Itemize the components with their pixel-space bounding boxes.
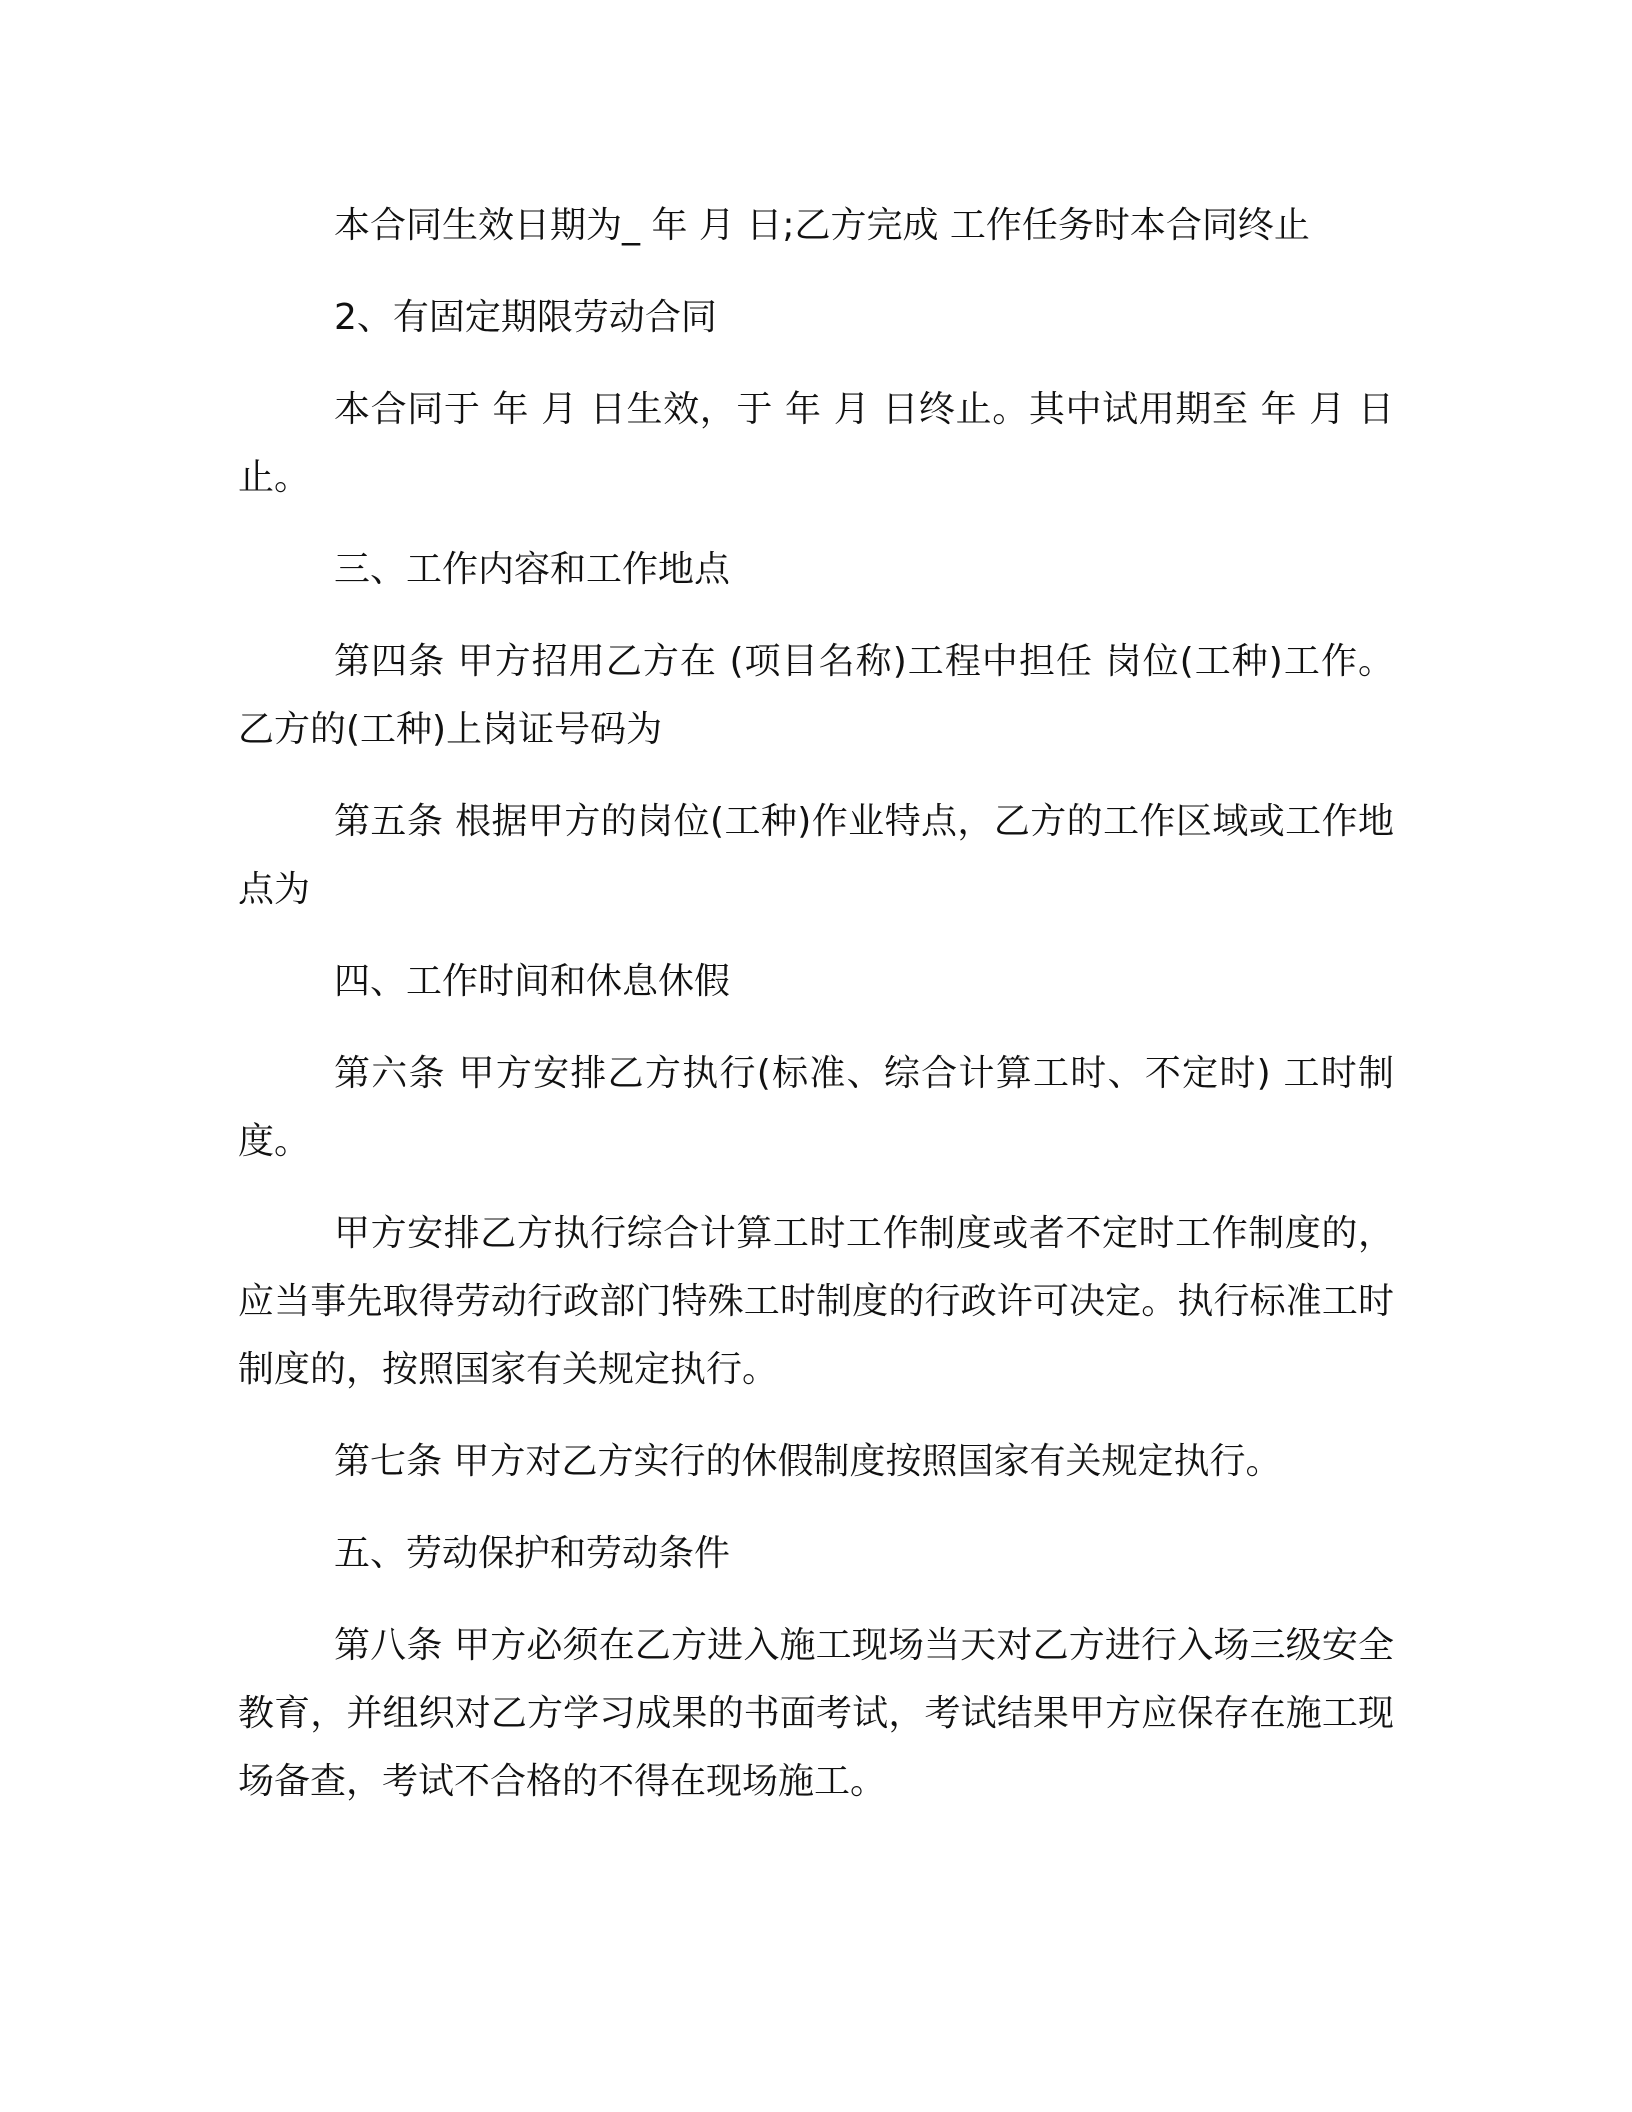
article-4: 第四条 甲方招用乙方在 (项目名称)工程中担任 岗位(工种)工作。乙方的(工种)上岗证号码为: [238, 641, 1394, 750]
article-6: 第六条 甲方安排乙方执行(标准、综合计算工时、不定时) 工时制度。: [238, 1053, 1394, 1162]
document-body: [238, 192, 1394, 1840]
heading-fixed-term-contract: 2、有固定期限劳动合同: [334, 297, 717, 338]
section-heading-work-hours: 四、工作时间和休息休假: [334, 961, 731, 1002]
article-8: 第八条 甲方必须在乙方进入施工现场当天对乙方进行入场三级安全教育，并组织对乙方学习成果的书面考试，考试结果甲方应保存在施工现场备查，考试不合格的不得在现场施工。: [238, 1625, 1394, 1802]
paragraph-working-hours-system: 甲方安排乙方执行综合计算工时工作制度或者不定时工作制度的，应当事先取得劳动行政部门特殊工时制度的行政许可决定。执行标准工时制度的，按照国家有关规定执行。: [238, 1213, 1394, 1390]
article-5: 第五条 根据甲方的岗位(工种)作业特点，乙方的工作区域或工作地点为: [238, 801, 1394, 910]
paragraph-effective-date: 本合同生效日期为_ 年 月 日;乙方完成 工作任务时本合同终止: [334, 205, 1310, 246]
paragraph-contract-term: 本合同于 年 月 日生效，于 年 月 日终止。其中试用期至 年 月 日止。: [238, 389, 1394, 498]
section-heading-labor-protection: 五、劳动保护和劳动条件: [334, 1533, 731, 1574]
article-7: 第七条 甲方对乙方实行的休假制度按照国家有关规定执行。: [334, 1441, 1282, 1482]
section-heading-work-content: 三、工作内容和工作地点: [334, 549, 731, 590]
